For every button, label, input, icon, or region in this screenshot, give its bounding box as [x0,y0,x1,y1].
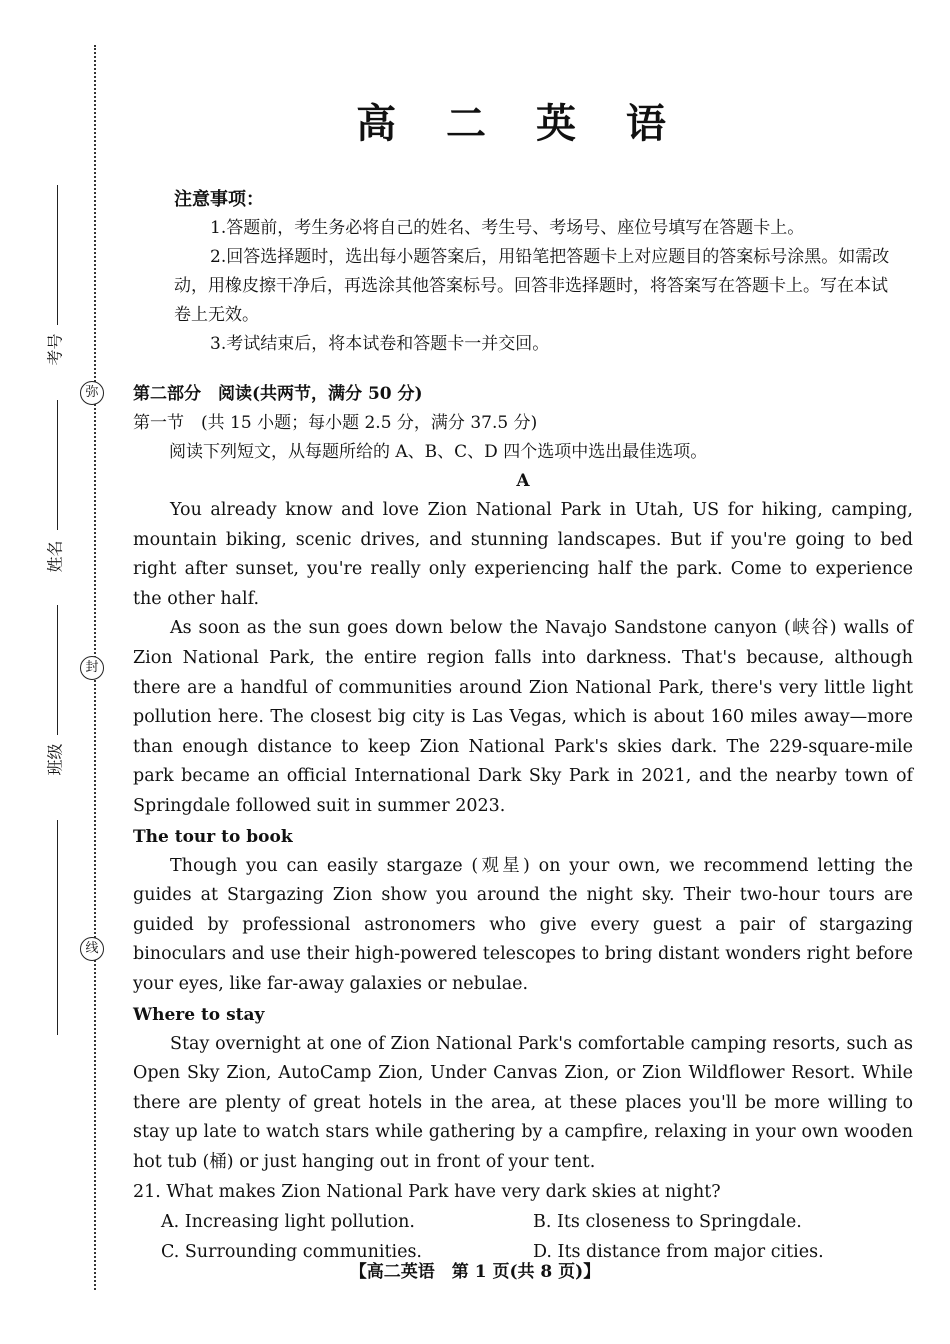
passage-paragraph: Stay overnight at one of Zion National Park's comfortable camping resorts, such as Open Sky Zion, AutoCamp Zion, Under Canvas Zion, or Zion Wildflower Resort. While there are plenty of great hotels in the area, at these places you'll be more willing to stay up late to watch stars while gathering by a campfire, relaxing in your own wooden hot tub (桶) or just hanging out in front of your tent. [133,1033,913,1172]
class-label: 班级 [45,743,65,776]
passage-paragraph: As soon as the sun goes down below the Navajo Sandstone canyon (峡谷) walls of Zion National Park, the entire region falls into darkness. That's because, although there are a handful of communities around Zion National Park, there's very little light pollution here. The closest big city is Las Vegas, which is about 160 miles away—more than enough distance to keep Zion National Park's skies dark. The 229-square-mile park became an official International Dark Sky Park in 2021, and the nearby town of Springdale followed suit in summer 2023. [133,618,913,816]
exam-no-label: 考号 [45,333,65,366]
class-line-lower [57,820,58,1035]
option-c: C. Surrounding communities. [161,1242,422,1263]
part-heading: 第二部分 阅读(共两节，满分 50 分) [133,384,423,404]
notice-item: 3.考试结束后，将本试卷和答题卡一并交回。 [210,334,550,354]
notice-item: 1.答题前，考生务必将自己的姓名、考生号、考场号、座位号填写在答题卡上。 [210,218,805,238]
instruction: 阅读下列短文，从每题所给的 A、B、C、D 四个选项中选出最佳选项。 [169,442,708,462]
exam-no-line [57,185,58,325]
class-line [57,605,58,735]
reading-section [133,380,913,1267]
seal-mi: 弥 [80,381,104,405]
passage-paragraph: You already know and love Zion National Park in Utah, US for hiking, camping, mountain biking, scenic drives, and stunning landscapes. But if you're going to bed right after sunset, you're really only experiencing half the park. Come to experience the other half. [133,500,913,609]
question-stem: 21. What makes Zion National Park have very dark skies at night? [133,1182,721,1203]
name-label: 姓名 [45,540,65,573]
seal-feng: 封 [80,656,104,680]
notice-item: 2.回答选择题时，选出每小题答案后，用铅笔把答题卡上对应题目的答案标号涂黑。如需改动，用橡皮擦干净后，再选涂其他答案标号。回答非选择题时，将答案写在答题卡上。写在本试卷上无效。 [174,247,890,325]
option-d: D. Its distance from major cities. [533,1242,824,1263]
passage-label: A [516,471,530,491]
seal-xian: 线 [80,937,104,961]
passage-subheading: Where to stay [133,1004,265,1025]
page-footer: 【高二英语 第 1 页(共 8 页)】 [349,1262,601,1282]
notice-heading: 注意事项： [174,189,264,210]
option-b: B. Its closeness to Springdale. [533,1212,802,1233]
section-heading: 第一节 (共 15 小题；每小题 2.5 分，满分 37.5 分) [133,413,538,433]
page-title: 高 二 英 语 [356,100,684,147]
name-line [57,400,58,530]
passage-paragraph: Though you can easily stargaze (观星) on your own, we recommend letting the guides at Stargazing Zion show you around the night sky. Their two-hour tours are guided by professional astronomers who give every guest a pair of stargazing binoculars and use their high-powered telescopes to bring distant wonders right before your eyes, like far-away galaxies or nebulae. [133,855,913,994]
passage-subheading: The tour to book [133,826,293,847]
notice-block [174,185,894,359]
option-a: A. Increasing light pollution. [161,1212,415,1233]
